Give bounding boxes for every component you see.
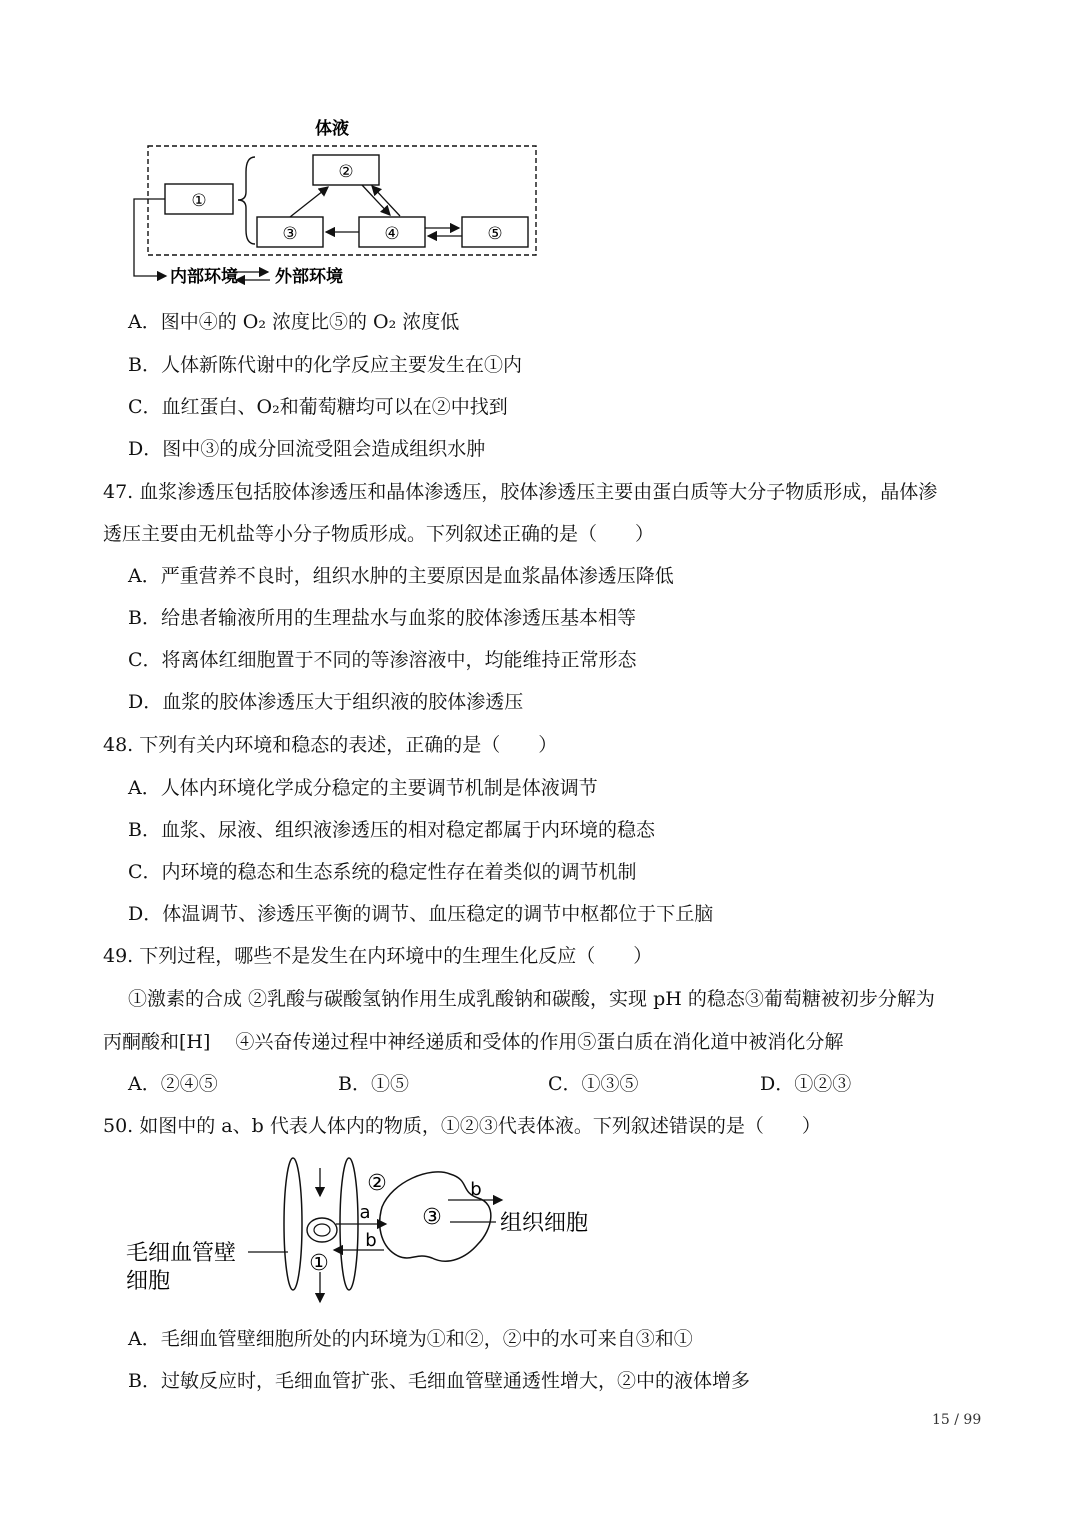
q49-stem: 49. 下列过程，哪些不是发生在内环境中的生理生化反应（ ） — [103, 945, 653, 967]
box-1-label: ① — [191, 191, 207, 211]
q46-option-d: D．图中③的成分回流受阻会造成组织水肿 — [128, 438, 486, 460]
q48-option-d: D．体温调节、渗透压平衡的调节、血压稳定的调节中枢都位于下丘脑 — [128, 903, 714, 925]
q50-option-b: B．过敏反应时，毛细血管扩张、毛细血管壁通透性增大，②中的液体增多 — [128, 1370, 750, 1392]
wall-label-line1: 毛细血管壁 — [126, 1241, 237, 1266]
red-blood-cell-inner — [314, 1224, 330, 1236]
diagram-title: 体液 — [315, 119, 349, 139]
q48-stem: 48. 下列有关内环境和稳态的表述，正确的是（ ） — [103, 734, 558, 756]
q47-option-a: A．严重营养不良时，组织水肿的主要原因是血浆晶体渗透压降低 — [128, 565, 674, 587]
q49-option-a: A．②④⑤ — [128, 1073, 218, 1095]
q47-stem-line1: 47. 血浆渗透压包括胶体渗透压和晶体渗透压，胶体渗透压主要由蛋白质等大分子物质形成，晶体渗 — [103, 481, 938, 503]
capillary-diagram — [120, 1152, 610, 1310]
q50-stem: 50. 如图中的 a、b 代表人体内的物质，①②③代表体液。下列叙述错误的是（ ） — [103, 1115, 821, 1137]
q49-option-c: C．①③⑤ — [548, 1073, 639, 1095]
q46-option-b: B．人体新陈代谢中的化学反应主要发生在①内 — [128, 354, 522, 376]
wall-label-line2: 细胞 — [126, 1269, 171, 1294]
q50-option-a: A．毛细血管壁细胞所处的内环境为①和②，②中的水可来自③和① — [128, 1328, 693, 1350]
q49-body-line1: ①激素的合成 ②乳酸与碳酸氢钠作用生成乳酸钠和碳酸，实现 pH 的稳态③葡萄糖被初步分解为 — [128, 988, 935, 1010]
q48-option-c: C．内环境的稳态和生态系统的稳定性存在着类似的调节机制 — [128, 861, 637, 883]
inner-env-label: 内部环境 — [170, 267, 238, 287]
q49-option-b: B．①⑤ — [338, 1073, 409, 1095]
body-fluid-diagram — [120, 112, 560, 294]
page-number: 15 / 99 — [932, 1412, 982, 1428]
q49-body-line2: 丙酮酸和[H] ④兴奋传递过程中神经递质和受体的作用⑤蛋白质在消化道中被消化分解 — [103, 1031, 844, 1053]
q47-option-d: D．血浆的胶体渗透压大于组织液的胶体渗透压 — [128, 691, 524, 713]
q46-option-c: C．血红蛋白、O₂和葡萄糖均可以在②中找到 — [128, 396, 508, 418]
box-4-label: ④ — [384, 224, 400, 244]
connector-1-to-inner — [134, 199, 166, 276]
label-n1: ① — [309, 1251, 329, 1276]
tissue-cell-label: 组织细胞 — [500, 1211, 589, 1236]
q48-option-a: A．人体内环境化学成分稳定的主要调节机制是体液调节 — [128, 777, 598, 799]
red-blood-cell — [307, 1218, 337, 1242]
q47-stem-line2: 透压主要由无机盐等小分子物质形成。下列叙述正确的是（ ） — [103, 523, 655, 545]
box-3-label: ③ — [282, 224, 298, 244]
label-n2: ② — [367, 1171, 387, 1196]
capillary-wall-left — [284, 1158, 302, 1290]
label-b-right: b — [470, 1179, 482, 1200]
arrow-3-to-2 — [290, 187, 328, 217]
box-5-label: ⑤ — [487, 224, 503, 244]
q46-option-a: A．图中④的 O₂ 浓度比⑤的 O₂ 浓度低 — [128, 311, 460, 333]
q47-option-c: C．将离体红细胞置于不同的等渗溶液中，均能维持正常形态 — [128, 649, 637, 671]
label-n3: ③ — [422, 1205, 442, 1230]
brace — [238, 157, 255, 244]
label-b-left: b — [365, 1230, 377, 1251]
q47-option-b: B．给患者输液所用的生理盐水与血浆的胶体渗透压基本相等 — [128, 607, 636, 629]
q49-option-d: D．①②③ — [760, 1073, 852, 1095]
outer-env-label: 外部环境 — [275, 267, 343, 287]
label-a: a — [359, 1202, 371, 1223]
box-2-label: ② — [338, 162, 354, 182]
q48-option-b: B．血浆、尿液、组织液渗透压的相对稳定都属于内环境的稳态 — [128, 819, 655, 841]
